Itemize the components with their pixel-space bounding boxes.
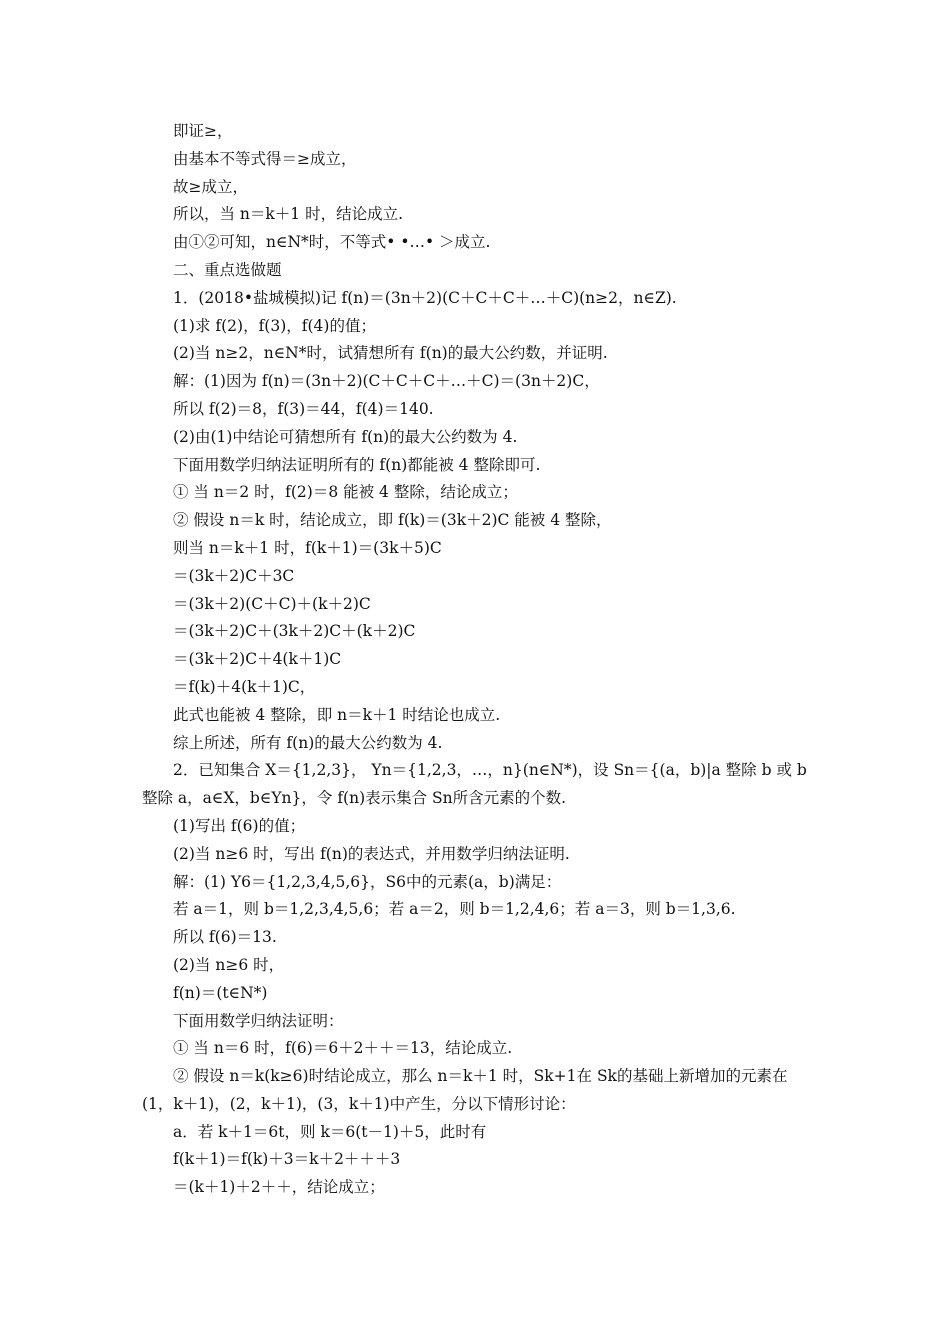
text-line: ＝(3k＋2)C＋4(k＋1)C	[173, 650, 342, 669]
text-line: 二、重点选做题	[173, 260, 282, 279]
text-line: ② 假设 n＝k 时，结论成立，即 f(k)＝(3k＋2)C 能被 4 整除，	[173, 511, 612, 530]
text-line: ＝(3k＋2)C＋(3k＋2)C＋(k＋2)C	[173, 622, 416, 641]
text-line: (2)当 n≥2，n∈N*时，试猜想所有 f(n)的最大公约数，并证明.	[173, 344, 608, 363]
document-body	[142, 118, 822, 1202]
text-line: 下面用数学归纳法证明所有的 f(n)都能被 4 整除即可.	[173, 455, 541, 474]
text-line: ＝f(k)＋4(k＋1)C，	[173, 677, 316, 696]
text-line: 下面用数学归纳法证明：	[173, 1011, 344, 1030]
text-line: a．若 k＋1＝6t，则 k＝6(t－1)＋5，此时有	[173, 1122, 487, 1141]
text-line: 综上所述，所有 f(n)的最大公约数为 4.	[173, 733, 443, 752]
text-line: (1)求 f(2)，f(3)，f(4)的值；	[173, 316, 376, 335]
text-line: 1．(2018•盐城模拟)记 f(n)＝(3n＋2)(C＋C＋C＋…＋C)(n≥2，n∈Z).	[173, 288, 677, 307]
text-line: (2)当 n≥6 时，	[173, 955, 285, 974]
text-line: 所以，当 n＝k＋1 时，结论成立.	[173, 205, 404, 224]
text-line: (1)写出 f(6)的值；	[173, 816, 306, 835]
text-line: 所以 f(6)＝13.	[173, 928, 277, 947]
text-line: 即证≥，	[173, 122, 233, 140]
text-line: ＝(3k＋2)C＋3C	[173, 566, 295, 585]
text-line: ＝(k＋1)＋2＋＋，结论成立；	[173, 1178, 385, 1197]
text-line: 所以 f(2)＝8，f(3)＝44，f(4)＝140.	[173, 399, 434, 418]
text-line: 整除 a，a∈X，b∈Yn}，令 f(n)表示集合 Sn所含元素的个数.	[142, 789, 567, 808]
text-line: 则当 n＝k＋1 时，f(k＋1)＝(3k＋5)C	[173, 538, 442, 557]
text-line: 2．已知集合 X＝{1,2,3}， Yn＝{1,2,3，…，n}(n∈N*)，设 Sn＝{(a，b)|a 整除 b 或 b	[173, 761, 807, 780]
text-line: 解：(1) Y6＝{1,2,3,4,5,6}，S6中的元素(a，b)满足：	[173, 872, 562, 891]
text-line: (2)由(1)中结论可猜想所有 f(n)的最大公约数为 4.	[173, 427, 518, 446]
text-line: 解：(1)因为 f(n)＝(3n＋2)(C＋C＋C＋…＋C)＝(3n＋2)C，	[173, 372, 600, 391]
text-line: 由基本不等式得＝≥成立，	[173, 149, 357, 168]
text-line: ① 当 n＝2 时，f(2)＝8 能被 4 整除，结论成立；	[173, 483, 518, 502]
text-line: ② 假设 n＝k(k≥6)时结论成立，那么 n＝k＋1 时，Sk+1在 Sk的基础上新增加的元素在	[173, 1067, 788, 1086]
text-line: 若 a＝1，则 b＝1,2,3,4,5,6；若 a＝2，则 b＝1,2,4,6；若 a＝3，则 b＝1,3,6.	[173, 900, 736, 919]
text-line: 由①②可知，n∈N*时，不等式• •…• ＞成立.	[173, 233, 491, 252]
text-line: ① 当 n＝6 时，f(6)＝6＋2＋＋＝13，结论成立.	[173, 1039, 513, 1058]
text-line: f(k＋1)＝f(k)＋3＝k＋2＋＋＋3	[173, 1150, 401, 1169]
text-line: ＝(3k＋2)(C＋C)＋(k＋2)C	[173, 594, 371, 613]
text-line: 此式也能被 4 整除，即 n＝k＋1 时结论也成立.	[173, 705, 501, 724]
text-line: f(n)＝(t∈N*)	[173, 983, 268, 1002]
text-line: (1，k＋1)，(2，k＋1)，(3，k＋1)中产生，分以下情形讨论：	[142, 1094, 576, 1113]
text-line: 故≥成立，	[173, 177, 248, 196]
text-line: (2)当 n≥6 时，写出 f(n)的表达式，并用数学归纳法证明.	[173, 844, 570, 863]
